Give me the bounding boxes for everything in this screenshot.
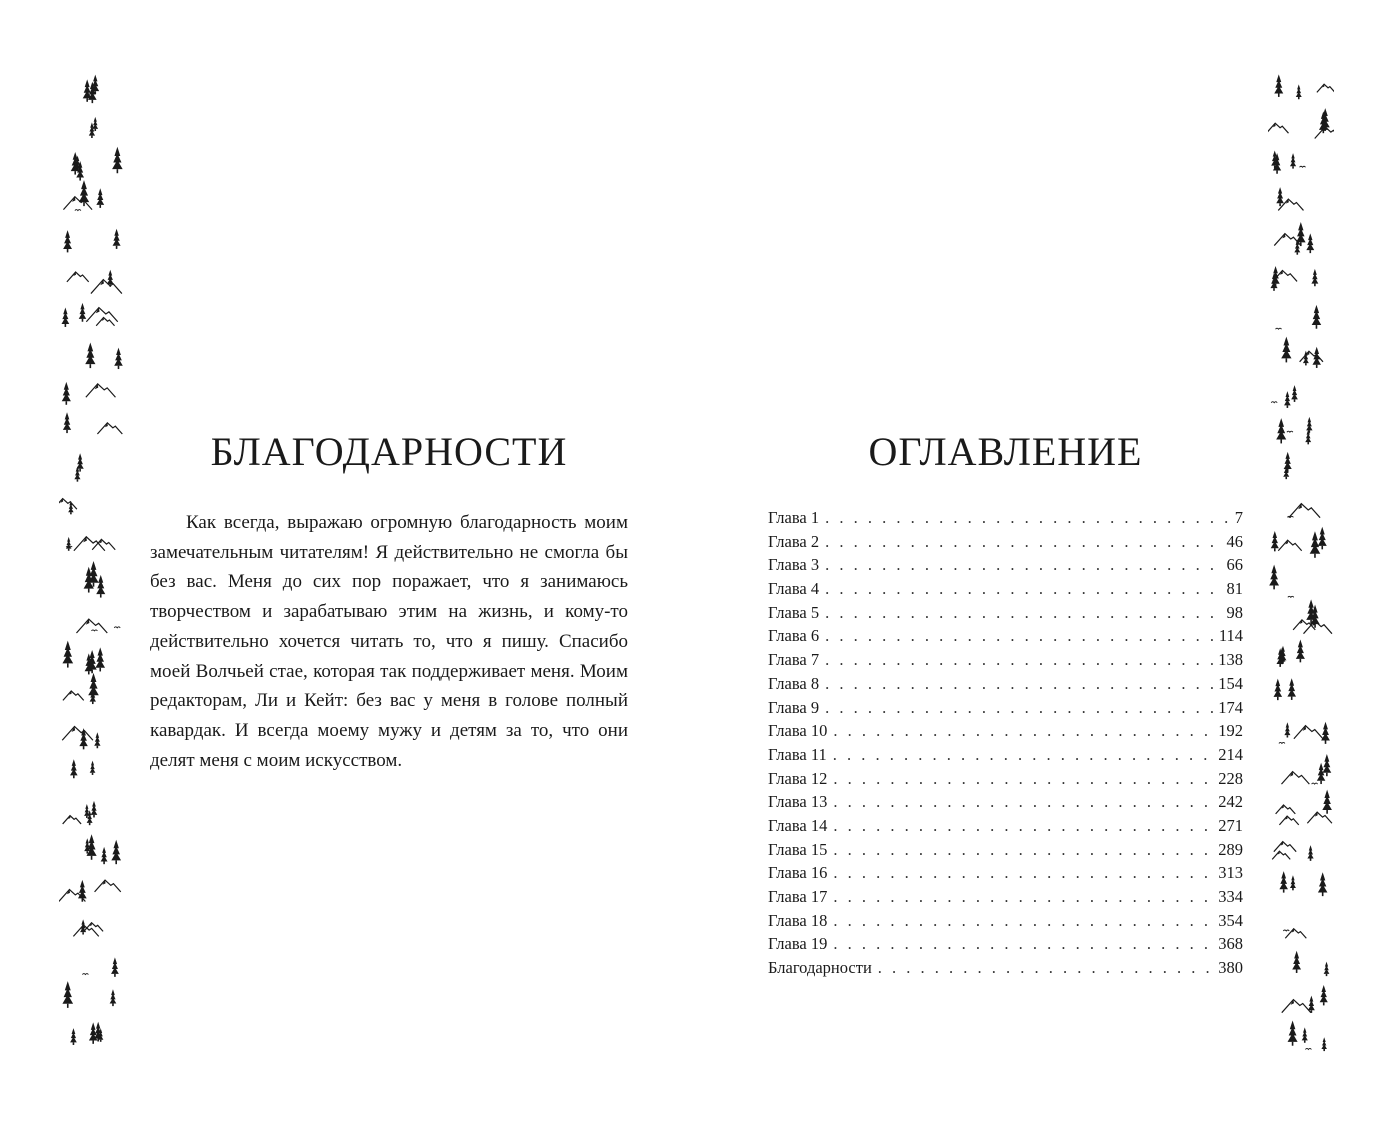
toc-entry-page: 289 [1218, 839, 1243, 859]
mountain-icon [96, 318, 114, 326]
pine-tree-icon [66, 537, 72, 551]
toc-entry [768, 885, 1243, 909]
toc-leader-dots [825, 506, 1233, 530]
toc-entry [768, 956, 1243, 980]
pine-tree-icon [70, 1028, 77, 1045]
toc-entry-label: Глава 19 [768, 934, 828, 954]
pine-tree-icon [63, 230, 72, 252]
forest-pattern-right [1268, 68, 1334, 1056]
pine-tree-icon [96, 575, 105, 598]
pine-tree-icon [1318, 872, 1328, 896]
mountain-icon [1276, 805, 1296, 814]
toc-entry [768, 601, 1243, 625]
toc-entry-page: 174 [1218, 697, 1243, 717]
toc-leader-dots [833, 790, 1216, 814]
toc-leader-dots [825, 601, 1224, 625]
toc-entry-page: 192 [1218, 721, 1243, 741]
pine-tree-icon [1321, 1037, 1327, 1051]
toc-entry-label: Глава 7 [768, 650, 820, 670]
toc-entry [768, 909, 1243, 933]
toc-entry-label: Глава 4 [768, 579, 820, 599]
toc-entry [768, 790, 1243, 814]
pine-tree-icon [101, 847, 108, 864]
toc-leader-dots [825, 648, 1216, 672]
toc-entry [768, 648, 1243, 672]
toc-entry-page: 66 [1226, 555, 1243, 575]
pine-tree-icon [113, 229, 121, 249]
bird-icon [1300, 166, 1306, 167]
toc-entry [768, 861, 1243, 885]
mountain-icon [1282, 1000, 1311, 1013]
toc-entry [768, 506, 1243, 530]
toc-leader-dots [833, 932, 1216, 956]
pine-tree-icon [1271, 531, 1279, 551]
toc-entry [768, 814, 1243, 838]
bird-icon [1283, 930, 1289, 931]
toc-entry-page: 46 [1226, 531, 1243, 551]
toc-entry-page: 98 [1226, 602, 1243, 622]
mountain-icon [63, 691, 84, 700]
toc-entry [768, 696, 1243, 720]
mountain-icon [86, 384, 116, 397]
pine-tree-icon [63, 412, 71, 433]
toc-entry-label: Благодарности [768, 958, 872, 978]
toc-entry-label: Глава 11 [768, 744, 827, 764]
toc-entry-page: 228 [1218, 768, 1243, 788]
pine-tree-icon [1287, 678, 1296, 700]
pine-tree-icon [1279, 871, 1288, 893]
toc-entry [768, 743, 1243, 767]
contents-heading: ОГЛАВЛЕНИЕ [868, 429, 1143, 474]
pine-tree-icon [1281, 337, 1291, 363]
pine-tree-icon [112, 147, 123, 173]
toc-entry-label: Глава 6 [768, 626, 820, 646]
mountain-icon [1278, 540, 1301, 551]
toc-entry-page: 368 [1218, 934, 1243, 954]
pine-tree-icon [1284, 722, 1290, 737]
pine-tree-icon [1290, 875, 1296, 890]
toc-entry [768, 838, 1243, 862]
mountain-icon [1281, 772, 1309, 785]
toc-entry-label: Глава 9 [768, 697, 820, 717]
toc-leader-dots [833, 719, 1216, 743]
pine-tree-icon [62, 382, 71, 405]
right-forest-border [1268, 68, 1334, 1056]
mountain-icon [1317, 84, 1334, 92]
pine-tree-icon [85, 342, 95, 368]
bird-icon [1287, 431, 1293, 432]
left-forest-border [59, 68, 125, 1056]
pine-tree-icon [110, 989, 117, 1006]
mountain-icon [62, 726, 93, 740]
pine-tree-icon [1306, 417, 1312, 433]
pine-tree-icon [111, 840, 121, 864]
bird-icon [1305, 1048, 1311, 1049]
mountain-icon [1268, 123, 1288, 133]
toc-entry-label: Глава 18 [768, 910, 828, 930]
pine-tree-icon [1288, 1021, 1298, 1046]
pine-tree-icon [114, 348, 123, 369]
bird-icon [1271, 402, 1277, 403]
mountain-icon [97, 423, 122, 434]
mountain-icon [74, 537, 105, 551]
pine-tree-icon [1322, 790, 1332, 814]
mountain-icon [59, 499, 77, 510]
toc-entry-page: 313 [1218, 863, 1243, 883]
mountain-icon [95, 880, 121, 892]
bird-icon [1276, 328, 1282, 329]
table-of-contents [768, 506, 1243, 980]
toc-entry-page: 354 [1218, 910, 1243, 930]
toc-entry-label: Глава 2 [768, 531, 820, 551]
toc-entry [768, 672, 1243, 696]
toc-leader-dots [825, 553, 1224, 577]
pine-tree-icon [1318, 527, 1327, 550]
pine-tree-icon [1269, 565, 1279, 590]
toc-entry [768, 530, 1243, 554]
pine-tree-icon [96, 188, 104, 208]
pine-tree-icon [1274, 74, 1283, 97]
toc-leader-dots [878, 956, 1216, 980]
mountain-icon [1304, 621, 1332, 634]
mountain-icon [1279, 816, 1298, 825]
mountain-icon [63, 197, 92, 210]
toc-entry-label: Глава 16 [768, 863, 828, 883]
pine-tree-icon [94, 732, 100, 748]
toc-entry-page: 114 [1218, 626, 1243, 646]
toc-entry [768, 624, 1243, 648]
toc-entry-label: Глава 14 [768, 815, 828, 835]
toc-leader-dots [825, 577, 1224, 601]
toc-entry-label: Глава 5 [768, 602, 820, 622]
pine-tree-icon [1311, 269, 1318, 286]
toc-entry-label: Глава 17 [768, 887, 828, 906]
mountain-icon [1289, 504, 1320, 518]
toc-entry [768, 553, 1243, 577]
pine-tree-icon [1276, 187, 1284, 206]
pine-tree-icon [61, 307, 69, 326]
toc-leader-dots [833, 861, 1216, 885]
pine-tree-icon [92, 117, 98, 131]
toc-entry-page: 380 [1218, 958, 1243, 978]
mountain-icon [1272, 851, 1290, 859]
bird-icon [1288, 596, 1294, 597]
pine-tree-icon [91, 801, 98, 818]
pine-tree-icon [1322, 754, 1331, 776]
toc-entry-page: 81 [1226, 579, 1243, 599]
toc-entry-label: Глава 10 [768, 721, 828, 741]
toc-entry-page: 242 [1218, 792, 1243, 812]
pine-tree-icon [1284, 391, 1291, 408]
toc-entry-page: 154 [1218, 673, 1243, 693]
pine-tree-icon [62, 981, 73, 1008]
toc-entry-label: Глава 8 [768, 673, 820, 693]
pine-tree-icon [1271, 266, 1279, 287]
pine-tree-icon [1312, 305, 1322, 329]
toc-entry-page: 334 [1218, 887, 1243, 906]
bird-icon [82, 974, 88, 975]
bird-icon [91, 630, 97, 631]
toc-entry-label: Глава 13 [768, 792, 828, 812]
toc-leader-dots [825, 530, 1224, 554]
mountain-icon [1300, 351, 1323, 362]
acknowledgements-heading: БЛАГОДАРНОСТИ [210, 429, 568, 474]
pine-tree-icon [79, 303, 87, 322]
forest-pattern-left [59, 68, 125, 1056]
pine-tree-icon [95, 647, 105, 671]
toc-entry [768, 719, 1243, 743]
pine-tree-icon [1276, 418, 1286, 443]
acknowledgements-text: Как всегда, выражаю огромную благодарность моим замечательным читателям! Я действительно не смогла бы без вас. Меня до сих пор поражает, что я занимаюсь творчеством и зарабатываю этим на жизнь, и кому-то действительно хочется читать то, что я пишу. Спасибо моей Волчьей стае, которая так поддерживает меня. Моим редакторам, Ли и Кейт: без вас у меня в голове полный кавардак. И всегда моему мужу и детям за то, что они делят меня с моим искусством. [150, 512, 628, 771]
mountain-icon [1274, 842, 1296, 852]
mountain-icon [67, 272, 89, 282]
pine-tree-icon [1321, 722, 1330, 744]
pine-tree-icon [111, 957, 119, 976]
mountain-icon [1294, 726, 1323, 739]
toc-entry [768, 577, 1243, 601]
toc-leader-dots [833, 767, 1216, 791]
toc-leader-dots [833, 814, 1216, 838]
toc-entry [768, 932, 1243, 956]
pine-tree-icon [1307, 845, 1313, 861]
pine-tree-icon [1290, 153, 1296, 169]
pine-tree-icon [62, 641, 73, 668]
toc-entry-label: Глава 1 [768, 508, 820, 527]
bird-icon [114, 627, 120, 628]
toc-leader-dots [833, 838, 1216, 862]
bird-icon [1312, 783, 1318, 784]
pine-tree-icon [1274, 679, 1283, 700]
bird-icon [75, 210, 81, 211]
mountain-icon [73, 925, 98, 936]
toc-leader-dots [825, 672, 1216, 696]
pine-tree-icon [1292, 951, 1301, 973]
toc-entry-label: Глава 3 [768, 555, 820, 575]
toc-leader-dots [833, 909, 1216, 933]
toc-leader-dots [825, 696, 1216, 720]
toc-entry [768, 767, 1243, 791]
toc-entry-page: 271 [1218, 815, 1243, 835]
pine-tree-icon [1306, 233, 1314, 253]
toc-leader-dots [833, 743, 1216, 767]
toc-entry-page: 7 [1234, 508, 1243, 527]
bird-icon [1279, 742, 1285, 743]
toc-leader-dots [825, 624, 1217, 648]
toc-entry-label: Глава 12 [768, 768, 828, 788]
toc-entry-page: 138 [1218, 650, 1243, 670]
pine-tree-icon [70, 759, 78, 778]
mountain-icon [91, 280, 122, 294]
toc-entry-label: Глава 15 [768, 839, 828, 859]
mountain-icon [63, 816, 81, 824]
pine-tree-icon [1320, 985, 1328, 1005]
pine-tree-icon [1296, 84, 1302, 99]
pine-tree-icon [1305, 430, 1311, 445]
pine-tree-icon [1302, 1027, 1308, 1042]
pine-tree-icon [1296, 640, 1305, 663]
toc-entry-page: 214 [1218, 744, 1243, 764]
pine-tree-icon [1324, 962, 1330, 976]
toc-leader-dots [833, 885, 1216, 909]
mountain-icon [1307, 812, 1332, 823]
pine-tree-icon [1291, 385, 1298, 402]
pine-tree-icon [90, 761, 96, 775]
